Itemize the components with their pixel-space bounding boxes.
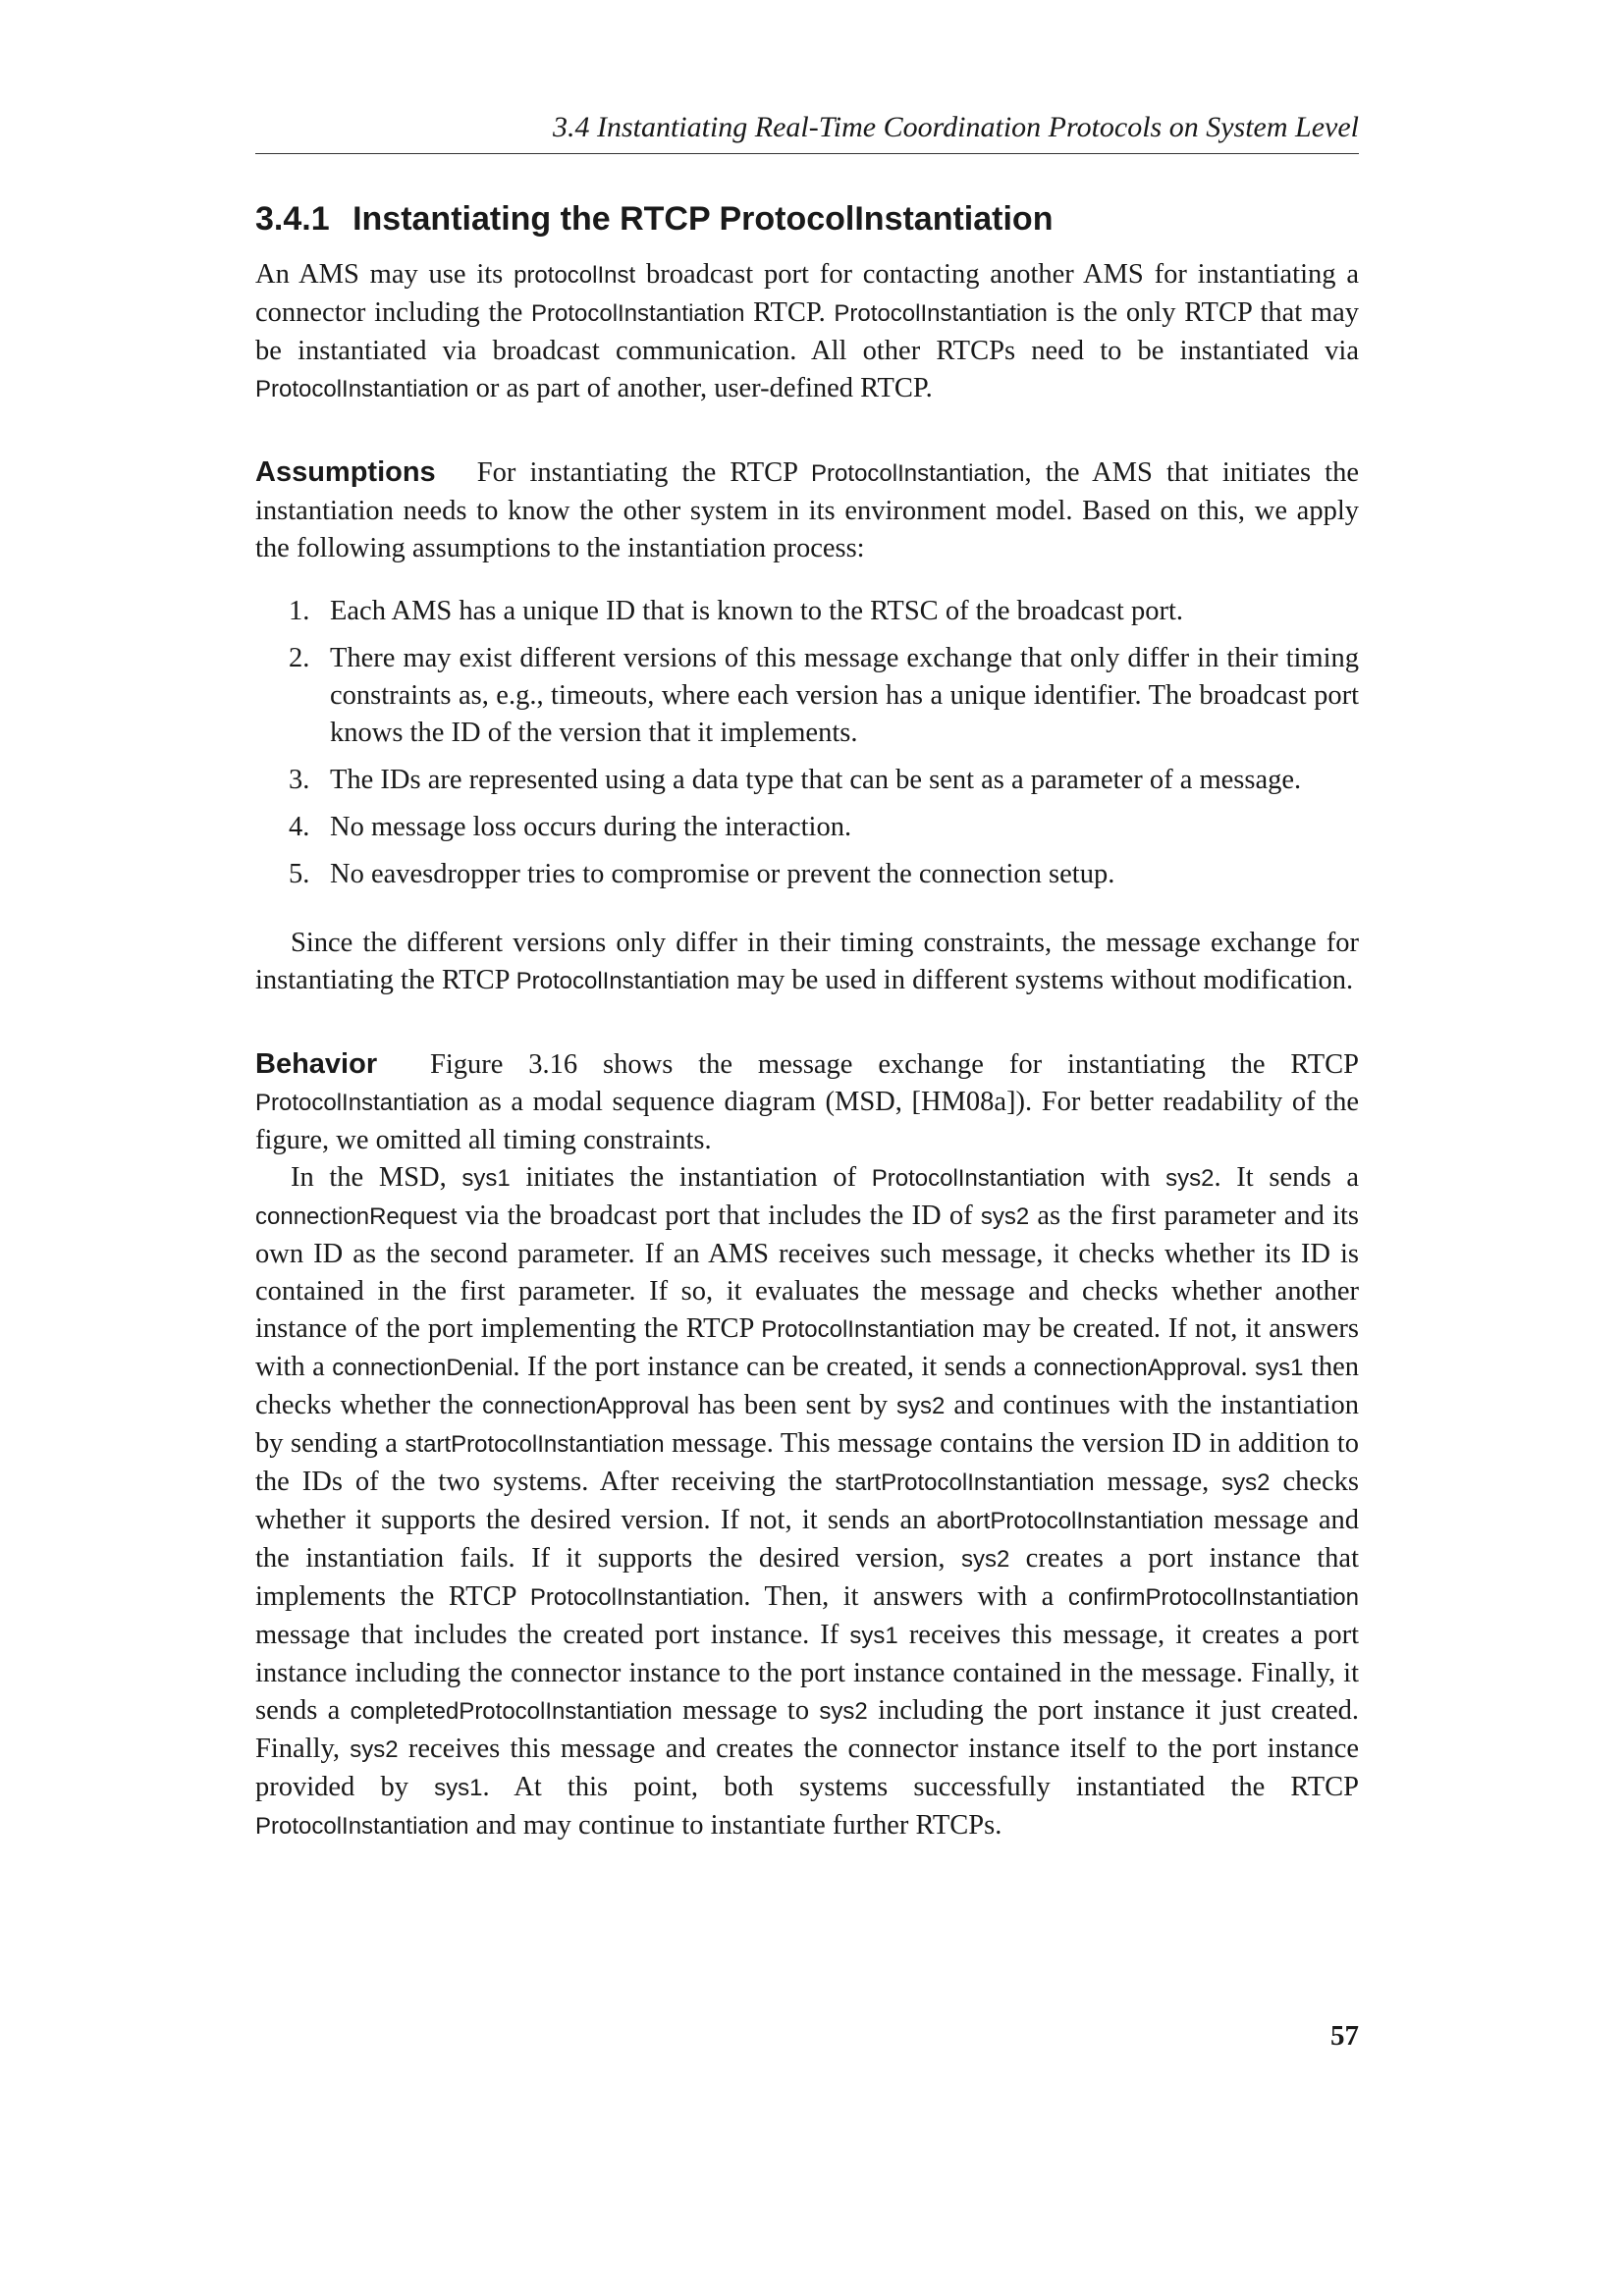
assumptions-heading: Assumptions	[255, 456, 436, 488]
text-run: may be created. If not, it answers with a	[255, 1313, 1359, 1382]
code-term: sys2	[1221, 1469, 1271, 1496]
code-term: startProtocolInstantiation	[405, 1431, 665, 1458]
code-term: sys1	[461, 1165, 511, 1192]
code-term: connectionApproval	[1033, 1355, 1241, 1381]
text-run: initiates the instantiation of	[510, 1162, 872, 1193]
text-run: and may continue to instantiate further RTCPs.	[468, 1810, 1002, 1841]
behavior-paragraph-text	[255, 1049, 1359, 1155]
text-run: including the port instance it just created. Finally,	[255, 1695, 1360, 1764]
text-run: . If the port instance can be created, it sends a	[513, 1352, 1034, 1382]
code-term: sys1	[434, 1775, 483, 1801]
code-term: sys2	[960, 1546, 1010, 1573]
page-number: 57	[1330, 2020, 1359, 2052]
list-item-text: The IDs are represented using a data type that can be sent as a parameter of a message.	[330, 765, 1302, 795]
text-run: then checks whether the	[255, 1352, 1360, 1420]
code-term: sys2	[896, 1393, 946, 1419]
code-term: ProtocolInstantiation	[255, 376, 469, 402]
list-item-text: No message loss occurs during the interaction.	[330, 812, 852, 842]
text-run: receives this message and creates the connector instance itself to the port instance provided by	[255, 1734, 1359, 1802]
text-run: An AMS may use its	[255, 259, 514, 290]
assumption-list	[255, 593, 1359, 893]
list-item-text: There may exist different versions of this message exchange that only differ in their timing constraints as, e.g., timeouts, where each version has a unique identifier. The broadcast port knows the ID of the version that it implements.	[330, 643, 1359, 748]
running-header	[255, 108, 1359, 154]
list-item	[255, 762, 1359, 799]
code-term: connectionRequest	[255, 1203, 458, 1230]
list-item-marker: 2.	[289, 643, 310, 673]
text-run: has been sent by	[688, 1390, 896, 1420]
code-term: ProtocolInstantiation	[761, 1316, 975, 1343]
code-term: sys1	[849, 1623, 898, 1649]
text-run: message and the instantiation fails. If it supports the desired version,	[255, 1505, 1359, 1574]
text-run: as the first parameter and its own ID as the second parameter. If an AMS receives such message, it checks whether its ID is contained in the first parameter. If so, it evaluates the message and checks whether another instance of the port implementing the RTCP	[255, 1201, 1359, 1344]
behavior-paragraph	[255, 1045, 1359, 1159]
text-run: In the MSD,	[291, 1162, 462, 1193]
code-term: ProtocolInstantiation	[871, 1165, 1086, 1192]
text-run: .	[1240, 1352, 1256, 1382]
text-run: . It sends a	[1214, 1162, 1359, 1193]
list-item	[255, 856, 1359, 893]
section-title: Instantiating the RTCP ProtocolInstantiation	[352, 200, 1054, 238]
code-term: ProtocolInstantiation	[834, 300, 1048, 327]
text-run: message,	[1094, 1467, 1222, 1497]
code-term: ProtocolInstantiation	[529, 1584, 744, 1611]
text-run: For instantiating the RTCP	[476, 457, 812, 488]
section-number: 3.4.1	[255, 200, 330, 238]
text-run: receives this message, it creates a port instance including the connector instance to the port instance contained in the message. Finally, it sends a	[255, 1620, 1359, 1726]
section-heading	[255, 197, 1359, 240]
code-term: ProtocolInstantiation	[515, 968, 731, 994]
list-item	[255, 640, 1359, 752]
code-term: protocolInst	[514, 262, 636, 289]
text-run: Since the different versions only differ in their timing constraints, the message exchange for instantiating the RTCP	[255, 928, 1359, 995]
msd-paragraph-text	[255, 1162, 1359, 1841]
list-item	[255, 593, 1359, 630]
text-run: broadcast port for contacting another AMS for instantiating a connector including the	[255, 259, 1359, 328]
code-term: sys2	[980, 1203, 1030, 1230]
code-term: ProtocolInstantiation	[811, 460, 1025, 487]
modification-paragraph	[255, 925, 1359, 1000]
list-item-marker: 5.	[289, 859, 310, 889]
code-term: sys2	[819, 1698, 868, 1725]
intro-paragraph	[255, 256, 1359, 408]
code-term: ProtocolInstantiation	[255, 1090, 469, 1116]
page-body	[255, 108, 1359, 1845]
code-term: connectionApproval	[482, 1393, 689, 1419]
text-run: RTCP.	[744, 297, 835, 328]
assumptions-paragraph	[255, 454, 1359, 567]
text-run: , the AMS that initiates the instantiation needs to know the other system in its environment model. Based on this, we apply the following assumptions to the instantiation process:	[255, 457, 1359, 563]
code-term: sys2	[1165, 1165, 1215, 1192]
code-term: confirmProtocolInstantiation	[1067, 1584, 1359, 1611]
code-term: ProtocolInstantiation	[530, 300, 745, 327]
text-run: Figure 3.16 shows the message exchange for instantiating the RTCP	[430, 1049, 1360, 1080]
text-run: . Then, it answers with a	[743, 1581, 1068, 1612]
text-run: message to	[672, 1695, 820, 1726]
list-item	[255, 809, 1359, 846]
code-term: connectionDenial	[332, 1355, 514, 1381]
text-run: or as part of another, user-defined RTCP.	[468, 373, 933, 403]
text-run: may be used in different systems without modification.	[730, 965, 1354, 995]
text-run: via the broadcast port that includes the ID of	[457, 1201, 981, 1231]
list-item-marker: 3.	[289, 765, 310, 795]
list-item-marker: 4.	[289, 812, 310, 842]
list-item-text: Each AMS has a unique ID that is known to the RTSC of the broadcast port.	[330, 596, 1183, 626]
code-term: sys1	[1255, 1355, 1304, 1381]
text-run: as a modal sequence diagram (MSD, [HM08a]). For better readability of the figure, we omitted all timing constraints.	[255, 1087, 1359, 1155]
code-term: sys2	[350, 1736, 399, 1763]
code-term: ProtocolInstantiation	[255, 1813, 469, 1840]
text-run: checks whether it supports the desired version. If not, it sends an	[255, 1467, 1359, 1535]
text-run: message that includes the created port instance. If	[255, 1620, 850, 1650]
behavior-heading: Behavior	[255, 1048, 378, 1080]
msd-paragraph	[255, 1159, 1359, 1845]
text-run: message. This message contains the version ID in addition to the IDs of the two systems. After receiving the	[255, 1428, 1359, 1497]
list-item-marker: 1.	[289, 596, 310, 626]
list-item-text: No eavesdropper tries to compromise or prevent the connection setup.	[330, 859, 1115, 889]
running-header-title: 3.4 Instantiating Real-Time Coordination Protocols on System Level	[552, 111, 1359, 143]
text-run: creates a port instance that implements the RTCP	[255, 1543, 1359, 1612]
code-term: startProtocolInstantiation	[835, 1469, 1095, 1496]
text-run: . At this point, both systems successfully instantiated the RTCP	[482, 1772, 1359, 1802]
code-term: completedProtocolInstantiation	[350, 1698, 673, 1725]
text-run: and continues with the instantiation by sending a	[255, 1390, 1360, 1459]
text-run: is the only RTCP that may be instantiated via broadcast communication. All other RTCPs need to be instantiated via	[255, 297, 1359, 366]
text-run: with	[1085, 1162, 1166, 1193]
modification-paragraph-text	[255, 928, 1359, 995]
intro-paragraph-text	[255, 259, 1359, 403]
code-term: abortProtocolInstantiation	[936, 1508, 1204, 1534]
